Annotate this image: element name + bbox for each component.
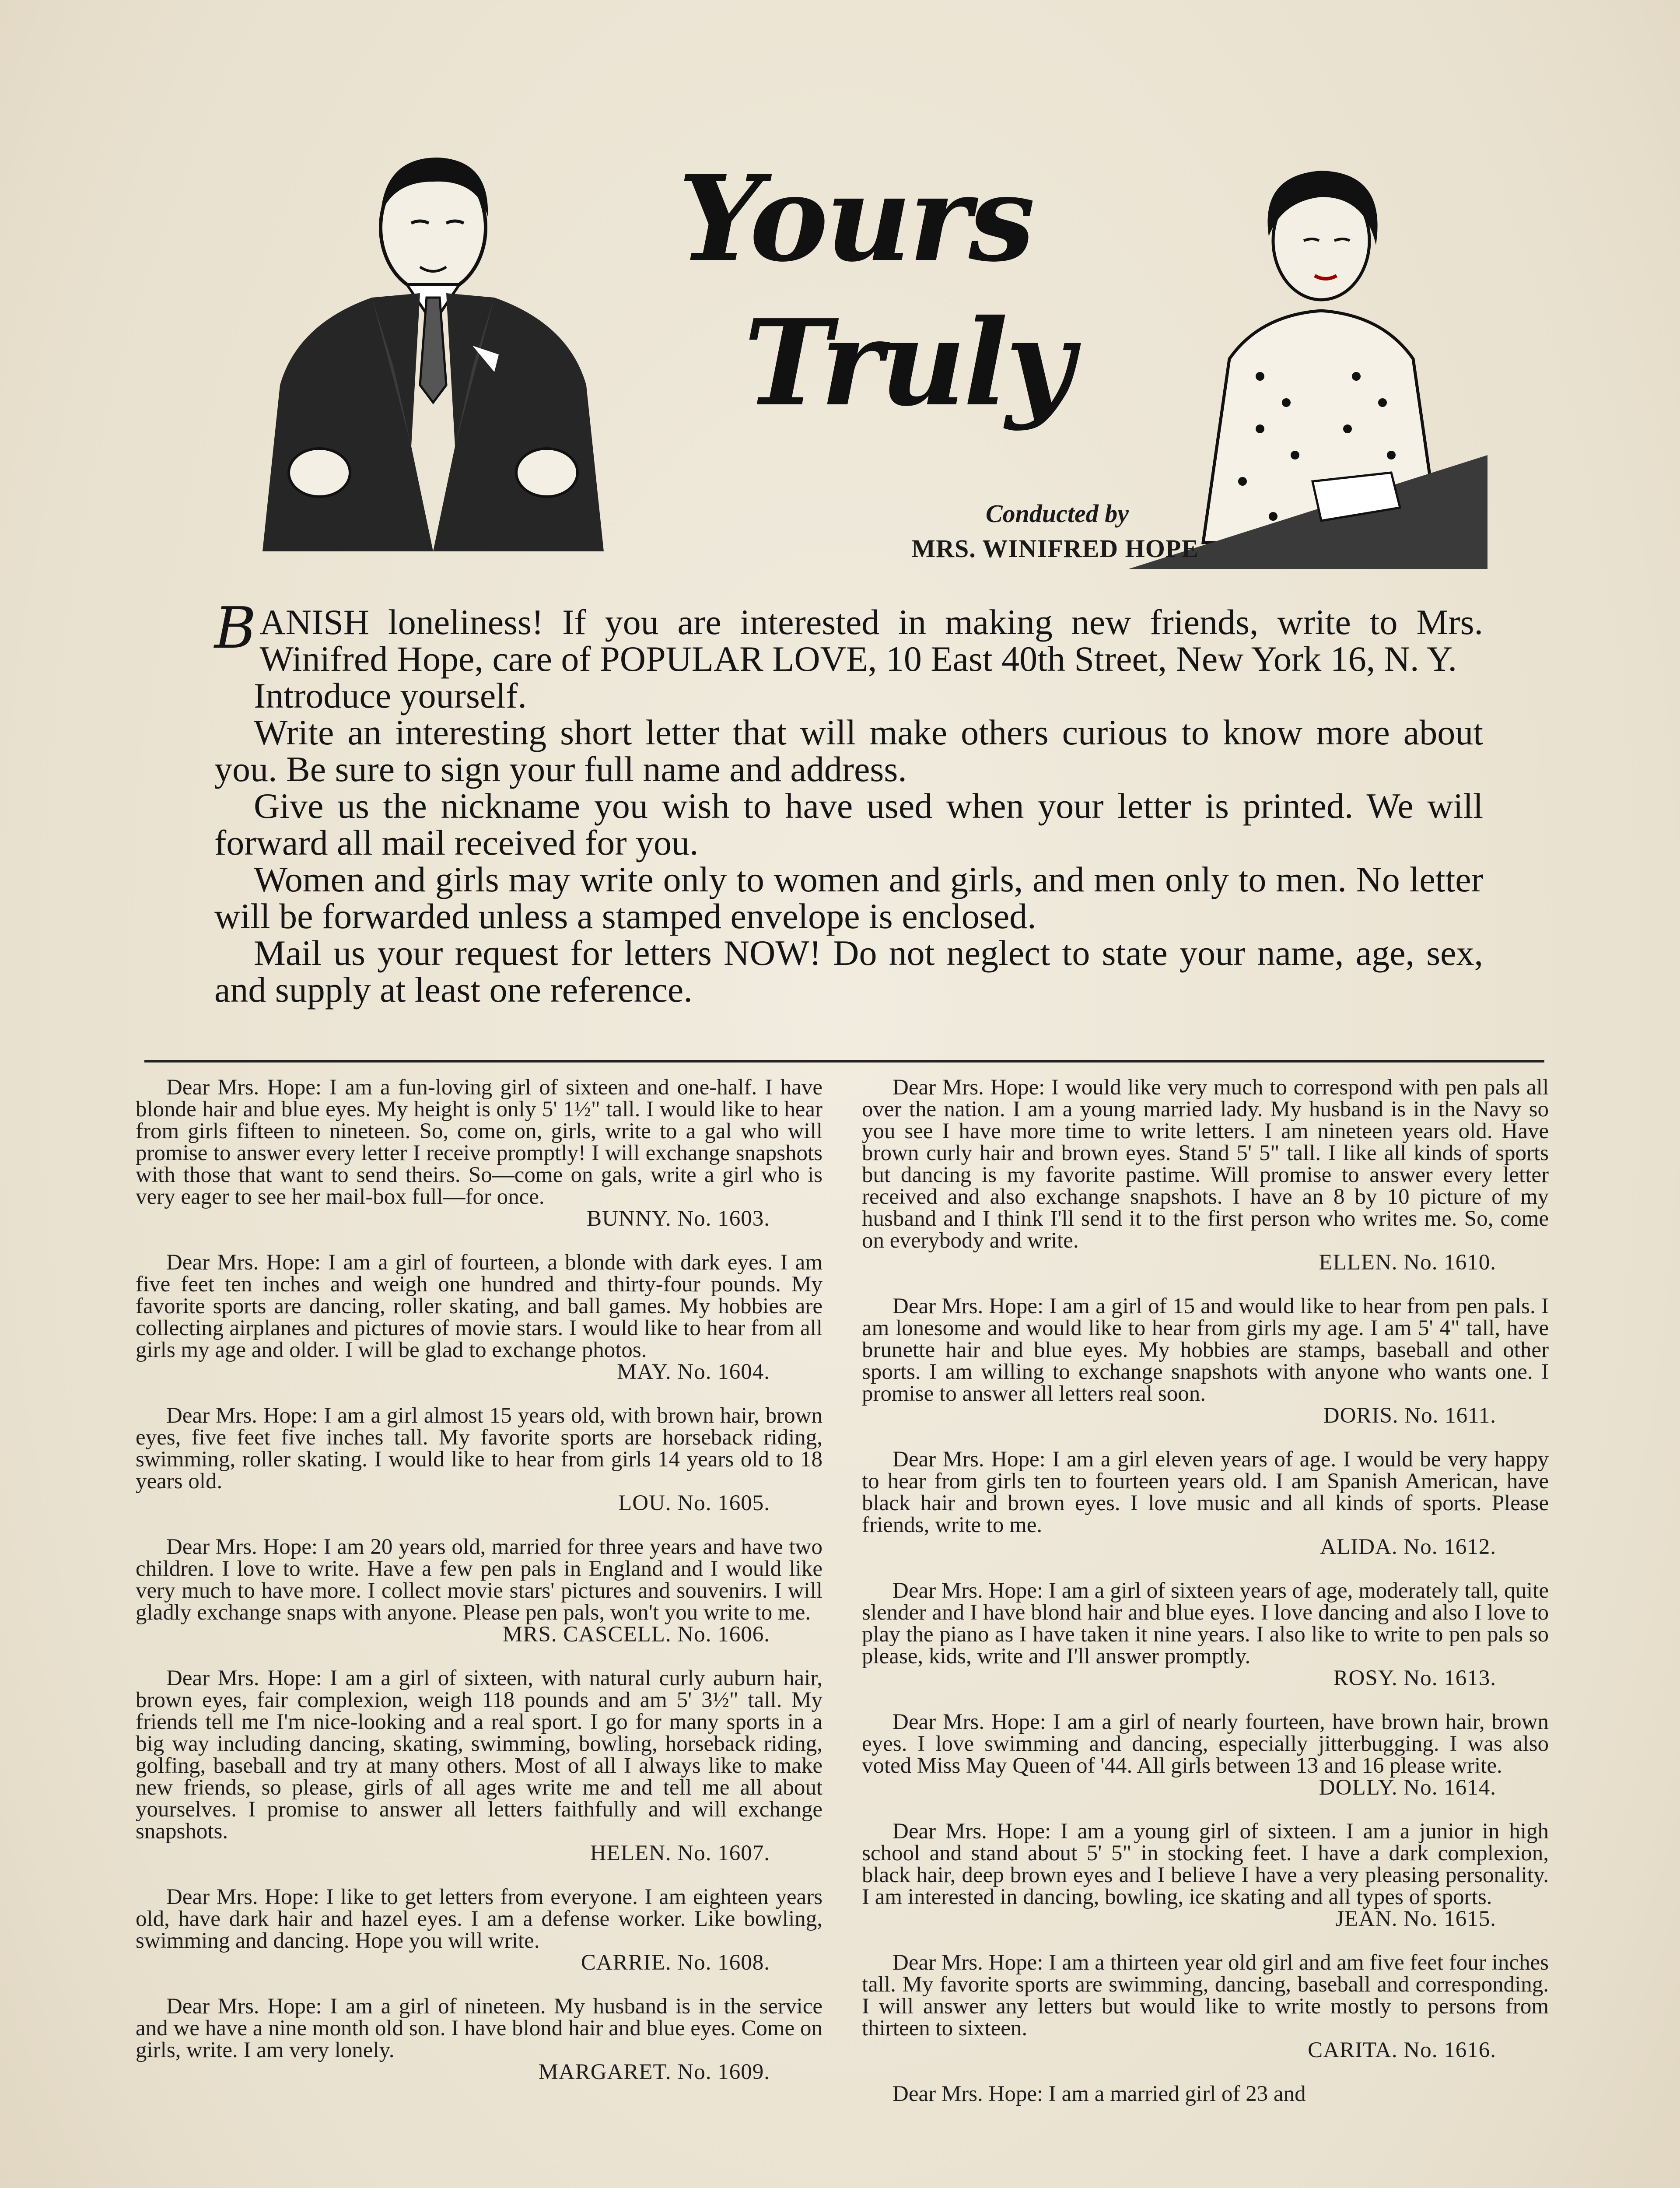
reader-letter: [862, 1952, 1549, 2061]
letters-column-left: [136, 1076, 822, 2105]
letter-body: Dear Mrs. Hope: I would like very much to correspond with pen pals all over the nation. I am a young married lady. My husband is in the Navy so you see I have more time to write letters. I am nineteen years old. Have brown curly hair and brown eyes. Stand 5' 5" tall. I like all kinds of sports but dancing is my favorite pastime. Will promise to answer every letter received and also exchange snapshots. I have an 8 by 10 picture of my husband and I think I'll send it to the first person who writes me. So, come on everybody and write.: [862, 1075, 1549, 1253]
letter-signature: HELEN. No. 1607.: [590, 1841, 770, 1865]
letter-body: Dear Mrs. Hope: I like to get letters from everyone. I am eighteen years old, have dark hair and hazel eyes. I am a defense worker. Like bowling, swimming and dancing. Hope you will write.: [136, 1885, 822, 1953]
letter-signature: MARGARET. No. 1609.: [538, 2060, 770, 2084]
intro-paragraph: Write an interesting short letter that will make others curious to know more about you. Be sure to sign your full name and address.: [214, 712, 1483, 789]
letter-signature: ELLEN. No. 1610.: [1319, 1250, 1496, 1275]
reader-letter: [862, 2083, 1549, 2105]
letter-signature: ALIDA. No. 1612.: [1320, 1535, 1496, 1559]
letter-signature: CARRIE. No. 1608.: [581, 1950, 770, 1975]
letter-body: Dear Mrs. Hope: I am a girl of nearly fourteen, have brown hair, brown eyes. I love swimming and dancing, especially jitterbugging. I was also voted Miss May Queen of '44. All girls between 13 and 16 please write.: [862, 1710, 1549, 1778]
intro-paragraph: Women and girls may write only to women and girls, and men only to men. No letter will be forwarded unless a stamped envelope is enclosed.: [214, 859, 1483, 936]
letter-signature: JEAN. No. 1615.: [1335, 1907, 1496, 1931]
reader-letter: [136, 1405, 822, 1514]
letter-body: Dear Mrs. Hope: I am a girl of fourteen, a blonde with dark eyes. I am five feet ten inches and weigh one hundred and thirty-four pounds. My favorite sports are dancing, roller skating, and ball games. My hobbies are collecting airplanes and pictures of movie stars. I would like to hear from all girls my age and older. I will be glad to exchange photos.: [136, 1250, 822, 1362]
reader-letter: [862, 1295, 1549, 1427]
letter-body: Dear Mrs. Hope: I am a fun-loving girl of sixteen and one-half. I have blonde hair and blue eyes. My height is only 5' 1½" tall. I would like to hear from girls fifteen to nineteen. So, come on, girls, write to a gal who will promise to answer every letter I receive promptly! I will exchange snapshots with those that want to send theirs. So—come on gals, write a girl who is very eager to see her mail-box full—for once.: [136, 1075, 822, 1209]
section-divider: [144, 1060, 1544, 1062]
column-title: [612, 149, 1181, 481]
intro-paragraph: Give us the nickname you wish to have used when your letter is printed. We will forward all mail received for you.: [214, 786, 1483, 863]
drop-cap: B: [214, 595, 256, 661]
letter-body: Dear Mrs. Hope: I am a girl of 15 and would like to hear from pen pals. I am lonesome and would like to hear from girls my age. I am 5' 4" tall, have brunette hair and blue eyes. My hobbies are stamps, baseball and other sports. I am willing to exchange snapshots with anyone who wants one. I promise to answer all letters real soon.: [862, 1294, 1549, 1406]
letter-signature: LOU. No. 1605.: [618, 1491, 770, 1515]
reader-letter: [136, 1995, 822, 2083]
host-name: MRS. WINIFRED HOPE: [911, 534, 1199, 563]
title-word-truly: Truly: [744, 293, 1072, 432]
letter-body: Dear Mrs. Hope: I am a girl of sixteen years of age, moderately tall, quite slender and I have blond hair and blue eyes. I love dancing and also I love to play the piano as I have taken it nine years. I also like to write to pen pals so please, kids, write and I'll answer promptly.: [862, 1578, 1549, 1669]
letter-body: Dear Mrs. Hope: I am 20 years old, married for three years and have two children. I love to write. Have a few pen pals in England and I would like very much to have more. I collect movie stars' pictures and souvenirs. I will gladly exchange snaps with anyone. Please pen pals, won't you write to me.: [136, 1535, 822, 1625]
woman-illustration: [1129, 149, 1488, 569]
intro-instructions: [214, 595, 1483, 1010]
reader-letter: [136, 1252, 822, 1383]
letter-body: Dear Mrs. Hope: I am a thirteen year old girl and am five feet four inches tall. My favorite sports are swimming, dancing, baseball and corresponding. I will answer any letters but would like to write mostly to persons from thirteen to sixteen.: [862, 1950, 1549, 2041]
letter-signature: MAY. No. 1604.: [617, 1360, 770, 1384]
reader-letter: [862, 1076, 1549, 1273]
letter-signature: CARITA. No. 1616.: [1308, 2038, 1496, 2062]
letter-signature: ROSY. No. 1613.: [1333, 1666, 1496, 1690]
conducted-by-label: Conducted by: [985, 499, 1129, 528]
intro-paragraph: Introduce yourself.: [254, 676, 527, 715]
reader-letter: [136, 1536, 822, 1645]
reader-letter: [862, 1448, 1549, 1558]
title-word-yours: Yours: [678, 149, 1032, 288]
reader-letter: [136, 1886, 822, 1974]
letter-body: Dear Mrs. Hope: I am a young girl of sixteen. I am a junior in high school and stand about 5' 5" in stocking feet. I have a dark complexion, black hair, deep brown eyes and I believe I have a very pleasing personality. I am interested in dancing, bowling, ice skating and all types of sports.: [862, 1819, 1549, 1909]
letter-body: Dear Mrs. Hope: I am a girl of sixteen, with natural curly auburn hair, brown eyes, fair complexion, weigh 118 pounds and am 5' 3½" tall. My friends tell me I'm nice-looking and a real sport. I go for many sports in a big way including dancing, skating, swimming, bowling, horseback riding, golfing, baseball and try at many others. Most of all I always like to make new friends, so please, girls of all ages write me and tell me all about yourselves. I promise to answer all letters faithfully and will exchange snapshots.: [136, 1666, 822, 1844]
reader-letter: [862, 1580, 1549, 1689]
reader-letter: [136, 1667, 822, 1864]
reader-letter: [862, 1711, 1549, 1799]
reader-letter: [136, 1076, 822, 1230]
letter-signature: MRS. CASCELL. No. 1606.: [503, 1622, 770, 1647]
letter-signature: DORIS. No. 1611.: [1323, 1403, 1496, 1428]
intro-paragraph: Mail us your request for letters NOW! Do not neglect to state your name, age, sex, and supply at least one reference.: [214, 933, 1483, 1010]
intro-paragraph: [214, 595, 1483, 679]
letter-body: Dear Mrs. Hope: I am a girl almost 15 years old, with brown hair, brown eyes, five feet five inches tall. My favorite sports are horseback riding, swimming, roller skating. I would like to hear from girls 14 years old to 18 years old.: [136, 1403, 822, 1494]
letter-body: Dear Mrs. Hope: I am a girl eleven years of age. I would be very happy to hear from girls ten to fourteen years old. I am Spanish American, have black hair and brown eyes. I love music and all kinds of sports. Please friends, write to me.: [862, 1447, 1549, 1537]
intro-text: ANISH loneliness! If you are interested in making new friends, write to Mrs. Winifred Hope, care of POPULAR LOVE, 10 East 40th Street, New York 16, N. Y.: [259, 602, 1483, 679]
letter-signature: BUNNY. No. 1603.: [587, 1206, 770, 1231]
reader-letter: [862, 1820, 1549, 1930]
letter-body: Dear Mrs. Hope: I am a girl of nineteen. My husband is in the service and we have a nine month old son. I have blond hair and blue eyes. Come on girls, write. I am very lonely.: [136, 1994, 822, 2062]
letter-signature: DOLLY. No. 1614.: [1319, 1775, 1496, 1800]
letter-body: Dear Mrs. Hope: I am a married girl of 23 and: [892, 2082, 1306, 2106]
letters-column-right: [862, 1076, 1549, 2127]
column-header: [210, 131, 1479, 578]
